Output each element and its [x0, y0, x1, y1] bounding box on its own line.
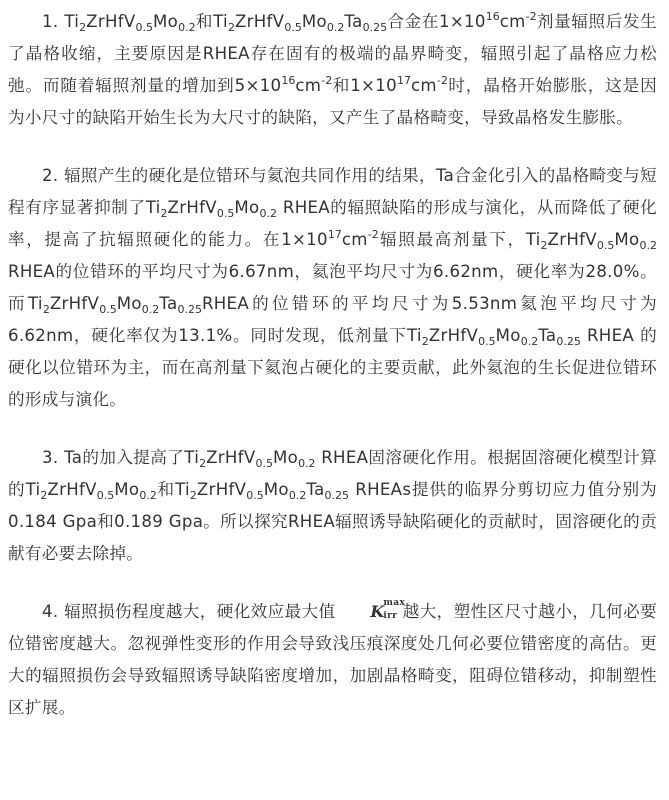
- paragraph-4: 4. 辐照损伤程度越大，硬化效应最大值 K max irr 越大，塑性区尺寸越小，几何必要位错密度越大。忽视弹性变形的作用会导致浅压痕深度处几何必要位错密度的高估。更大的辐照损伤会导致辐照诱导缺陷密度增加，加剧晶格畸变，阻碍位错移动，抑制塑性区扩展。: [8, 598, 657, 717]
- k-max-irr-symbol: K max irr: [370, 598, 406, 621]
- paragraph-2: 2. 辐照产生的硬化是位错环与氦泡共同作用的结果，Ta合金化引入的晶格畸变与短程有序显著抑制了$Ti_2ZrHfV_{0.5}Mo_{0.2}$ RHEA的辐照缺陷的形成与演化，从而降低了硬化率，提高了抗辐照硬化的能力。在$1\times 10^{17}cm^{-2}$辐照最高剂量下，$Ti_2ZrHfV_{0.5}Mo_{0.2}$ RHEA的位错环的平均尺寸为6.67nm，氦泡平均尺寸为6.62nm，硬化率为28.0%。而$Ti_2ZrHfV_{0.5}Mo_{0.2}Ta_{0.25}RHEA$的位错环的平均尺寸为5.53nm氦泡平均尺寸为6.62nm，硬化率仅为13.1%。同时发现，低剂量下$Ti_2ZrHfV_{0.5}Mo_{0.2}Ta_{0.25}$ RHEA 的硬化以位错环为主，而在高剂量下氦泡占硬化的主要贡献，此外氦泡的生长促进位错环的形成与演化。: [8, 166, 657, 409]
- paragraph-3: 3. Ta的加入提高了$Ti_2ZrHfV_{0.5}Mo_{0.2}$ RHEA固溶硬化作用。根据固溶硬化模型计算的$Ti_2ZrHfV_{0.5}Mo_{0.2}$和$Ti_2ZrHfV_{0.5}Mo_{0.2}Ta_{0.25}$ RHEAs提供的临界分剪切应力值分别为0.184 Gpa和0.189 Gpa。所以探究RHEA辐照诱导缺陷硬化的贡献时，固溶硬化的贡献有必要去除掉。: [8, 448, 658, 563]
- paragraph-1: 1. $Ti_2ZrHfV_{0.5}Mo_{0.2}$和$Ti_2ZrHfV_{0.5}Mo_{0.2}Ta_{0.25}$合金在$1\times 10^{16}cm^{-2}$剂量辐照后发生了晶格收缩，主要原因是RHEA存在固有的极端的晶界畸变，辐照引起了晶格应力松弛。而随着辐照剂量的增加到$5\times 10^{16}cm^{-2}$和$1\times 10^{17}cm^{-2}$时，晶格开始膨胀，这是因为小尺寸的缺陷开始生长为大尺寸的缺陷，又产生了晶格畸变，导致晶格发生膨胀。: [8, 10, 657, 127]
